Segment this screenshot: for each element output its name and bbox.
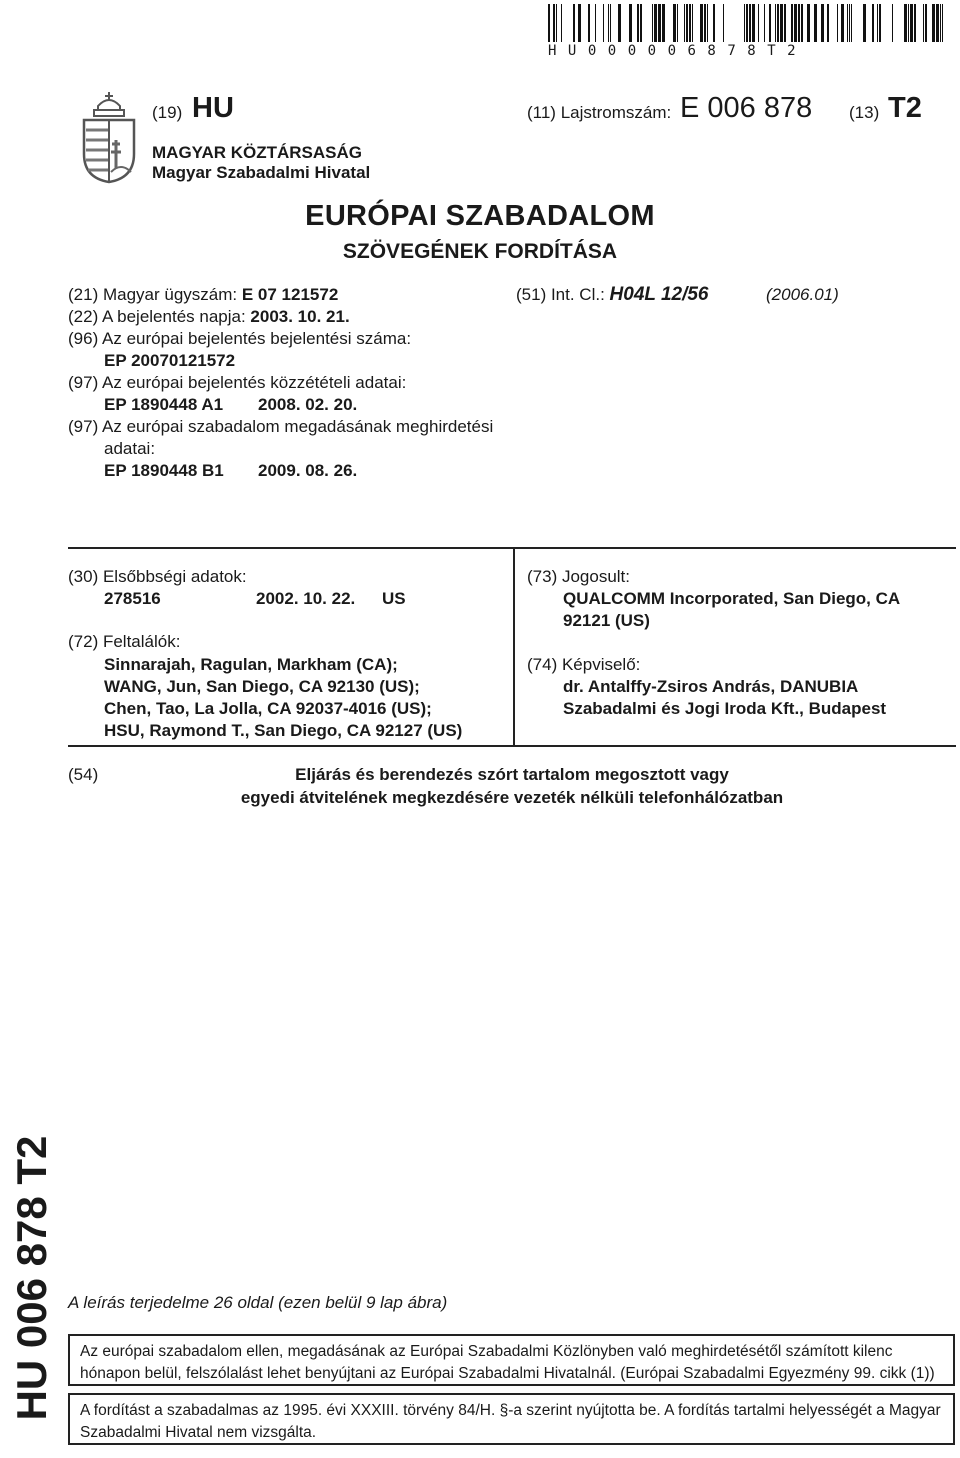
kind-prefix: (13) [849, 103, 880, 122]
registry-prefix: (11) Lajstromszám: [527, 103, 672, 122]
office-name: Magyar Szabadalmi Hivatal [152, 163, 371, 182]
filing-date-label: (22) A bejelentés napja: [68, 307, 246, 326]
opposition-notice-box [68, 1334, 955, 1386]
ep-grant-number: EP 1890448 B1 [104, 461, 224, 480]
inventor-line: HSU, Raymond T., San Diego, CA 92127 (US) [104, 721, 463, 740]
barcode-text: HU000006878T2 [548, 43, 808, 59]
country-code: HU [192, 92, 234, 124]
ep-pub-label: (97) Az európai bejelentés közzétételi adatai: [68, 373, 407, 392]
priority-label: (30) Elsőbbségi adatok: [68, 567, 247, 586]
translation-notice: A fordítást a szabadalmas az 1995. évi XXXIII. törvény 84/H. §-a szerint nyújtotta be. A fordítás tartalmi helyességét a Magyar Szabadalmi Hivatal nem vizsgálta. [80, 1402, 941, 1441]
invention-title-line2: egyedi átvitelének megkezdésére vezeték nélküli telefonhálózatban [240, 788, 784, 807]
opposition-notice: Az európai szabadalom ellen, megadásának az Európai Szabadalmi Közlönyben való meghirdetésétől számított kilenc hónapon belül, felszólalást lehet benyújtani az Európai Szabadalmi Hivatalnál. (Európai Szabadalmi Egyezmény 99. cikk (1)) [80, 1343, 935, 1382]
description-extent: A leírás terjedelme 26 oldal (ezen belül 9 lap ábra) [68, 1293, 448, 1312]
section-divider-bottom [68, 745, 956, 747]
case-number: E 07 121572 [241, 285, 339, 304]
inventors-label: (72) Feltalálók: [68, 632, 181, 651]
filing-date: 2003. 10. 21. [250, 307, 350, 326]
ep-app-number: EP 20070121572 [104, 351, 236, 370]
ep-pub-date: 2008. 02. 20. [258, 395, 358, 414]
case-number-label: (21) Magyar ügyszám: [68, 285, 238, 304]
inventor-line: Chen, Tao, La Jolla, CA 92037-4016 (US); [104, 699, 432, 718]
priority-country: US [382, 589, 406, 608]
proprietor-line: QUALCOMM Incorporated, San Diego, CA [563, 589, 901, 608]
country-code-prefix: (19) [152, 103, 183, 122]
inventor-line: Sinnarajah, Ragulan, Markham (CA); [104, 655, 398, 674]
int-cl-version: (2006.01) [766, 285, 839, 304]
representative-line: Szabadalmi és Jogi Iroda Kft., Budapest [563, 699, 887, 718]
document-subtitle: SZÖVEGÉNEK FORDÍTÁSA [342, 240, 618, 263]
barcode [548, 4, 946, 42]
coat-of-arms-icon [80, 92, 138, 184]
registry-number: E 006 878 [680, 92, 813, 124]
document-title: EURÓPAI SZABADALOM [305, 200, 655, 232]
proprietor-line: 92121 (US) [563, 611, 650, 630]
kind-code: T2 [888, 92, 922, 124]
ep-grant-date: 2009. 08. 26. [258, 461, 358, 480]
proprietor-label: (73) Jogosult: [527, 567, 630, 586]
priority-date: 2002. 10. 22. [256, 589, 356, 608]
int-cl-code: H04L 12/56 [609, 284, 709, 305]
representative-line: dr. Antalffy-Zsiros András, DANUBIA [563, 677, 859, 696]
ep-grant-label: (97) Az európai szabadalom megadásának meghirdetési [68, 417, 494, 436]
country-name: MAGYAR KÖZTÁRSASÁG [152, 143, 362, 162]
ep-grant-label-cont: adatai: [104, 439, 156, 458]
translation-notice-box [68, 1393, 955, 1445]
vertical-document-id: HU 006 878 T2 [8, 1135, 55, 1421]
representative-label: (74) Képviselő: [527, 655, 641, 674]
invention-title-line1: Eljárás és berendezés szórt tartalom megosztott vagy [295, 765, 729, 784]
int-cl-row [516, 284, 709, 306]
priority-number: 278516 [104, 589, 161, 608]
inventor-line: WANG, Jun, San Diego, CA 92130 (US); [104, 677, 420, 696]
invention-title-label: (54) [68, 765, 99, 784]
section-divider-top [68, 547, 956, 549]
ep-pub-number: EP 1890448 A1 [104, 395, 224, 414]
int-cl-label: (51) Int. Cl.: [516, 285, 605, 304]
ep-app-label: (96) Az európai bejelentés bejelentési száma: [68, 329, 412, 348]
column-divider [513, 547, 515, 746]
case-number-row [68, 284, 338, 306]
filing-date-row [68, 306, 350, 328]
